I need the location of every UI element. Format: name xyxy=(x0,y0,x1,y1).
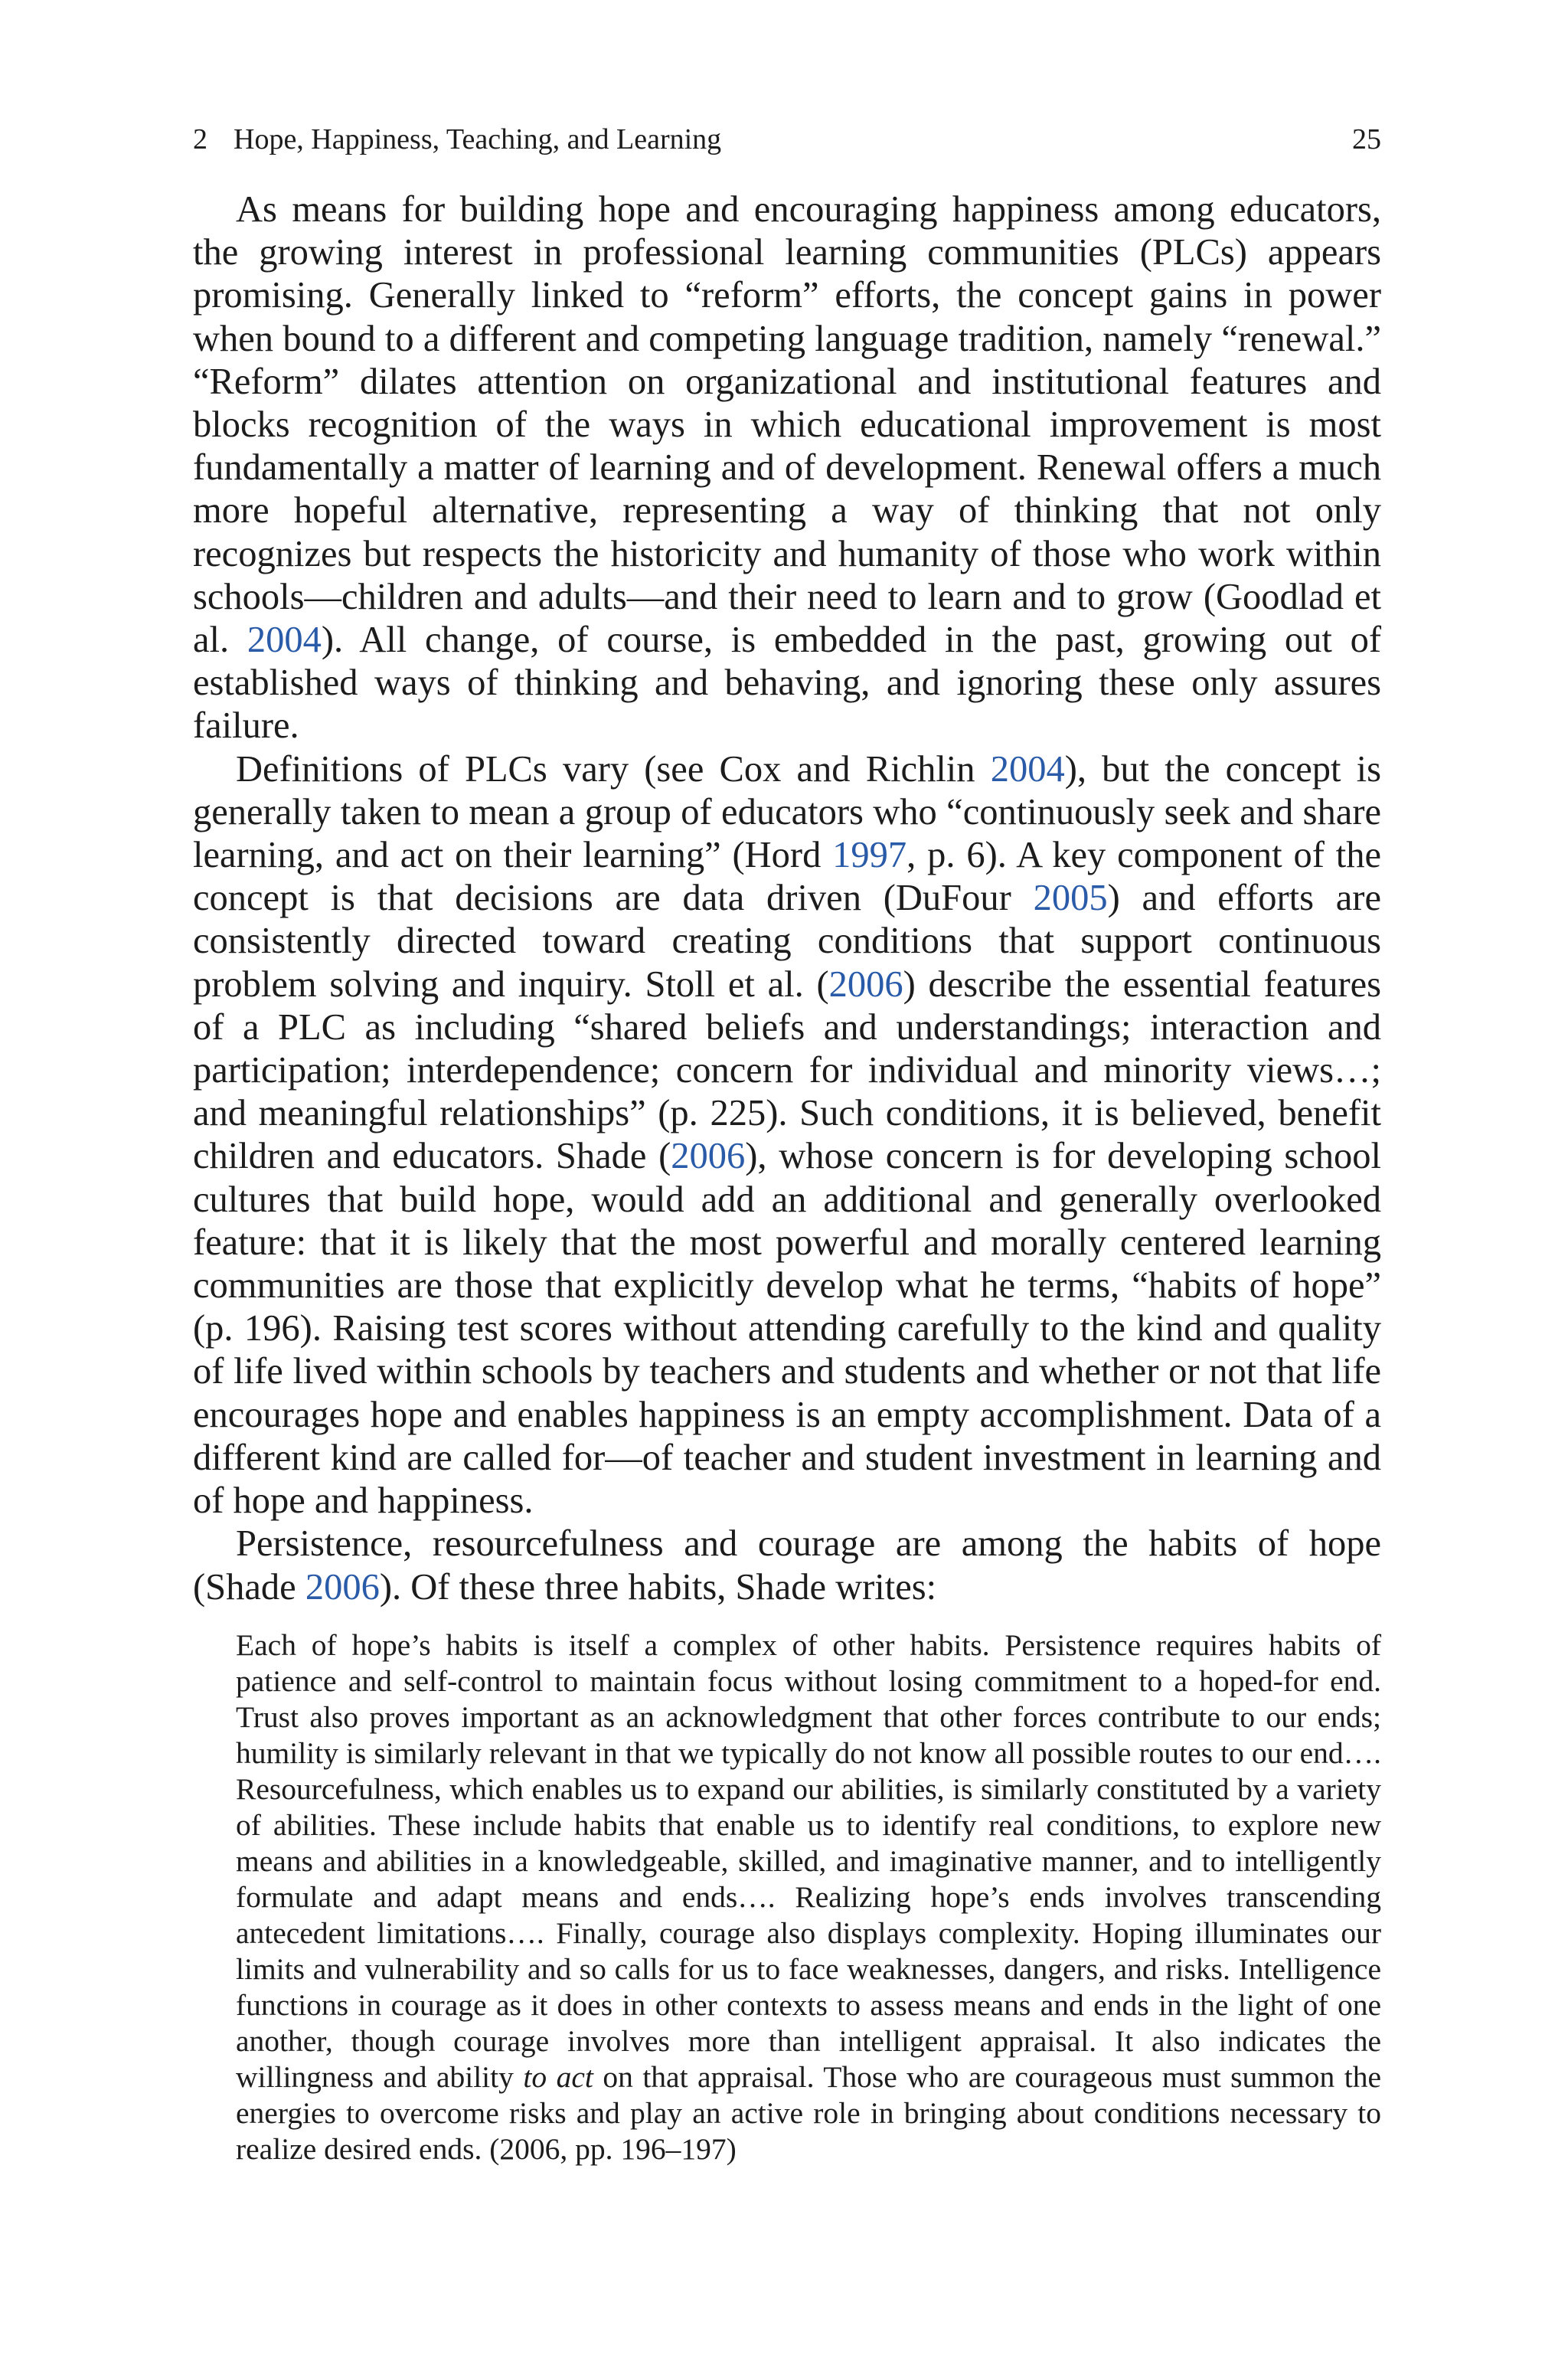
running-head xyxy=(193,123,1381,156)
citation-link[interactable]: 1997 xyxy=(832,835,907,876)
block-quote xyxy=(236,1627,1381,2167)
chapter-title: Hope, Happiness, Teaching, and Learning xyxy=(234,123,722,155)
citation-link[interactable]: 2006 xyxy=(671,1136,746,1177)
book-page xyxy=(193,123,1381,2167)
paragraph-text: ), but the concept is generally taken to mean a group of educators who “continuously seek and share learning, and act on their learning” (Hord xyxy=(193,748,1381,876)
citation-link[interactable]: 2005 xyxy=(1033,878,1108,919)
citation-link[interactable]: 2006 xyxy=(828,963,903,1005)
body-text xyxy=(193,188,1381,1609)
paragraph-plc-definitions xyxy=(193,748,1381,1523)
quote-text: on that appraisal. Those who are courageous must summon the energies to overcome risks and play an active role in bringing about conditions necessary to realize desired ends. (2006, pp. 196–197) xyxy=(236,2059,1381,2166)
paragraph-text: ). All change, of course, is embedded in the past, growing out of established ways of thinking and behaving, and ignoring these only assures failure. xyxy=(193,620,1381,747)
paragraph-text: As means for building hope and encouraging happiness among educators, the growing interest in professional learning communities (PLCs) appears promising. Generally linked to “reform” efforts, the concept gains in power when bound to a different and competing language tradition, namely “renewal.” “Reform” dilates attention on organizational and institutional features and blocks recognition of the ways in which educational improvement is most fundamentally a matter of learning and of development. Renewal offers a much more hopeful alternative, representing a way of thinking that not only recognizes but respects the historicity and humanity of those who work within schools—children and adults—and their need to learn and to grow (Goodlad et al. xyxy=(193,189,1381,661)
paragraph-text: , p. 6). A key component of the concept is that decisions are data driven (DuFour xyxy=(193,835,1381,919)
running-head-left xyxy=(193,123,721,156)
paragraph-text: ), whose concern is for developing school cultures that build hope, would add an additional and generally overlooked feature: that it is likely that the most powerful and morally centered learning communities are those that explicitly develop what he terms, “habits of hope” (p. 196). Raising test scores without attending carefully to the kind and quality of life lived within schools by teachers and students and whether or not that life encourages hope and enables happiness is an empty accomplishment. Data of a different kind are called for—of teacher and student investment in learning and of hope and happiness. xyxy=(193,1136,1381,1522)
page-number: 25 xyxy=(1352,123,1381,155)
paragraph-text: ). Of these three habits, Shade writes: xyxy=(379,1566,937,1608)
citation-link[interactable]: 2006 xyxy=(305,1566,380,1608)
paragraph-text: Definitions of PLCs vary (see Cox and Richlin xyxy=(236,748,991,790)
quote-emphasis: to act xyxy=(523,2059,593,2094)
paragraph-text: Persistence, resourcefulness and courage are among the habits of hope (Shade xyxy=(193,1523,1381,1608)
paragraph-plc-intro xyxy=(193,188,1381,748)
paragraph-text: ) and efforts are consistently directed toward creating conditions that support continuous problem solving and inquiry. Stoll et al. ( xyxy=(193,878,1381,1005)
quote-text: Each of hope’s habits is itself a complex of other habits. Persistence requires habits of patience and self-control to maintain focus without losing commitment to a hoped-for end. Trust also proves important as an acknowledgment that other forces contribute to our ends; humility is similarly relevant in that we typically do not know all possible routes to our end…. Resourcefulness, which enables us to expand our abilities, is similarly constituted by a variety of abilities. These include habits that enable us to identify real conditions, to explore new means and abilities in a knowledgeable, skilled, and imaginative manner, and to intelligently formulate and adapt means and ends…. Realizing hope’s ends involves transcending antecedent limitations…. Finally, courage also displays complexity. Hoping illuminates our limits and vulnerability and so calls for us to face weaknesses, dangers, and risks. Intelligence functions in courage as it does in other contexts to assess means and ends in the light of one another, though courage involves more than intelligent appraisal. It also indicates the willingness and ability xyxy=(236,1627,1381,2094)
paragraph-text: ) describe the essential features of a PLC as including “shared beliefs and understandings; interaction and participation; interdependence; concern for individual and minority views…; and meaningful relationships” (p. 225). Such conditions, it is believed, benefit children and educators. Shade ( xyxy=(193,963,1382,1177)
citation-link[interactable]: 2004 xyxy=(247,620,322,661)
paragraph-habits-of-hope xyxy=(193,1523,1381,1608)
chapter-number: 2 xyxy=(193,123,207,155)
citation-link[interactable]: 2004 xyxy=(990,748,1065,790)
